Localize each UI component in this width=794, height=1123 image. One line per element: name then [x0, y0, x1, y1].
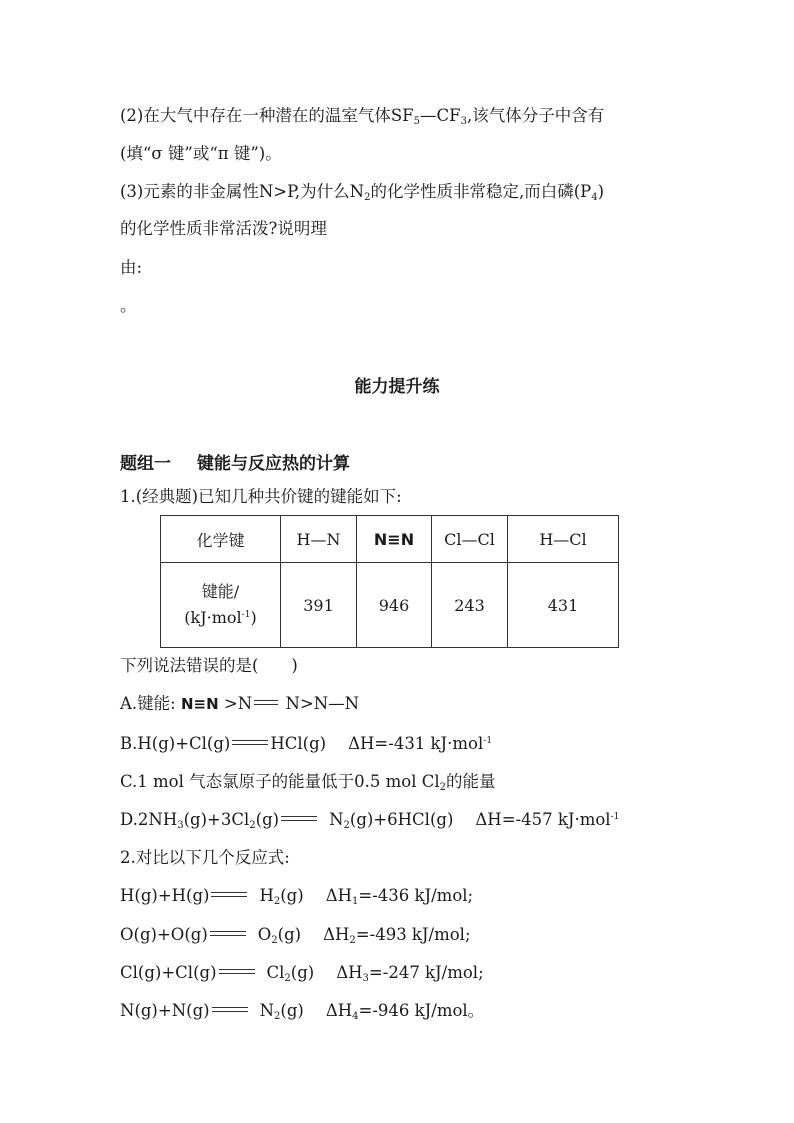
table-value-cell: 431	[508, 563, 619, 648]
reaction-2: O(g)+O(g) $O_2(g)$ $\Delta H_2=-493$ kJ/mol;	[120, 925, 471, 946]
problem-2-intro: 2.对比以下几个反应式:	[120, 848, 290, 867]
problem-1-question: 下列说法错误的是( )	[120, 656, 298, 675]
double-bond-symbol	[254, 700, 278, 705]
table-bond-cell: H—Cl	[508, 516, 619, 563]
option-a: A.键能: N≡N >N N>N—N	[120, 694, 360, 713]
table-bond-cell: H—N	[281, 516, 357, 563]
q2-line-1: (2)在大气中存在一种潜在的温室气体$SF_5—CF_3$,该气体分子中含有	[120, 106, 605, 127]
table-energy-label-cell	[161, 563, 281, 648]
table-bond-cell: Cl—Cl	[432, 516, 508, 563]
table-bond-cell: N≡N	[357, 516, 432, 563]
bond-energy-table	[160, 515, 619, 648]
table-header-cell: 化学键	[161, 516, 281, 563]
option-d: $D.2NH_3(g)+3Cl_2(g)$ $N_2(g)+6HCl(g)$ ΔH=-457 kJ·mol$^{-1}$	[120, 810, 620, 831]
reaction-3: Cl(g)+Cl(g) $Cl_2(g)$ $\Delta H_3=-247$ kJ/mol;	[120, 963, 484, 984]
reaction-equals-sign	[219, 969, 255, 974]
q3-line-3: 由:	[120, 258, 143, 277]
option-b: B.H(g)+Cl(g) HCl(g) ΔH=-431 kJ·mol$^{-1}$	[120, 734, 493, 753]
option-c: C.1 mol 气态氯原子的能量低于0.5 mol $Cl_2$的能量	[120, 772, 496, 793]
q3-line-2: 的化学性质非常活泼?说明理	[120, 219, 327, 238]
reaction-equals-sign	[211, 892, 247, 897]
reaction-equals-sign	[212, 1007, 248, 1012]
energy-label-line-1: 键能/	[201, 582, 240, 601]
q2-line-2: (填“σ 键”或“π 键”)。	[120, 144, 282, 163]
table-value-cell: 391	[281, 563, 357, 648]
group-heading: 题组一 键能与反应热的计算	[120, 454, 350, 474]
reaction-equals-sign	[281, 816, 317, 821]
q3-line-4: 。	[120, 296, 137, 315]
reaction-equals-sign	[232, 740, 268, 745]
table-row	[161, 563, 619, 648]
reaction-1: H(g)+H(g) $H_2(g)$ $\Delta H_1=-436$ kJ/mol;	[120, 886, 474, 907]
reaction-4: N(g)+N(g) $N_2(g)$ $\Delta H_4=-946$ kJ/mol。	[120, 1001, 485, 1022]
section-title: 能力提升练	[354, 377, 440, 397]
q3-line-1: (3)元素的非金属性N>P,为什么$N_2$的化学性质非常稳定,而白磷$(P_4)$	[120, 182, 605, 203]
table-value-cell: 946	[357, 563, 432, 648]
reaction-equals-sign	[210, 931, 246, 936]
problem-1-intro: 1.(经典题)已知几种共价键的键能如下:	[120, 487, 402, 506]
energy-label-line-2: (kJ·mol$^{-1}$)	[184, 608, 257, 627]
table-row	[161, 516, 619, 563]
table-value-cell: 243	[432, 563, 508, 648]
